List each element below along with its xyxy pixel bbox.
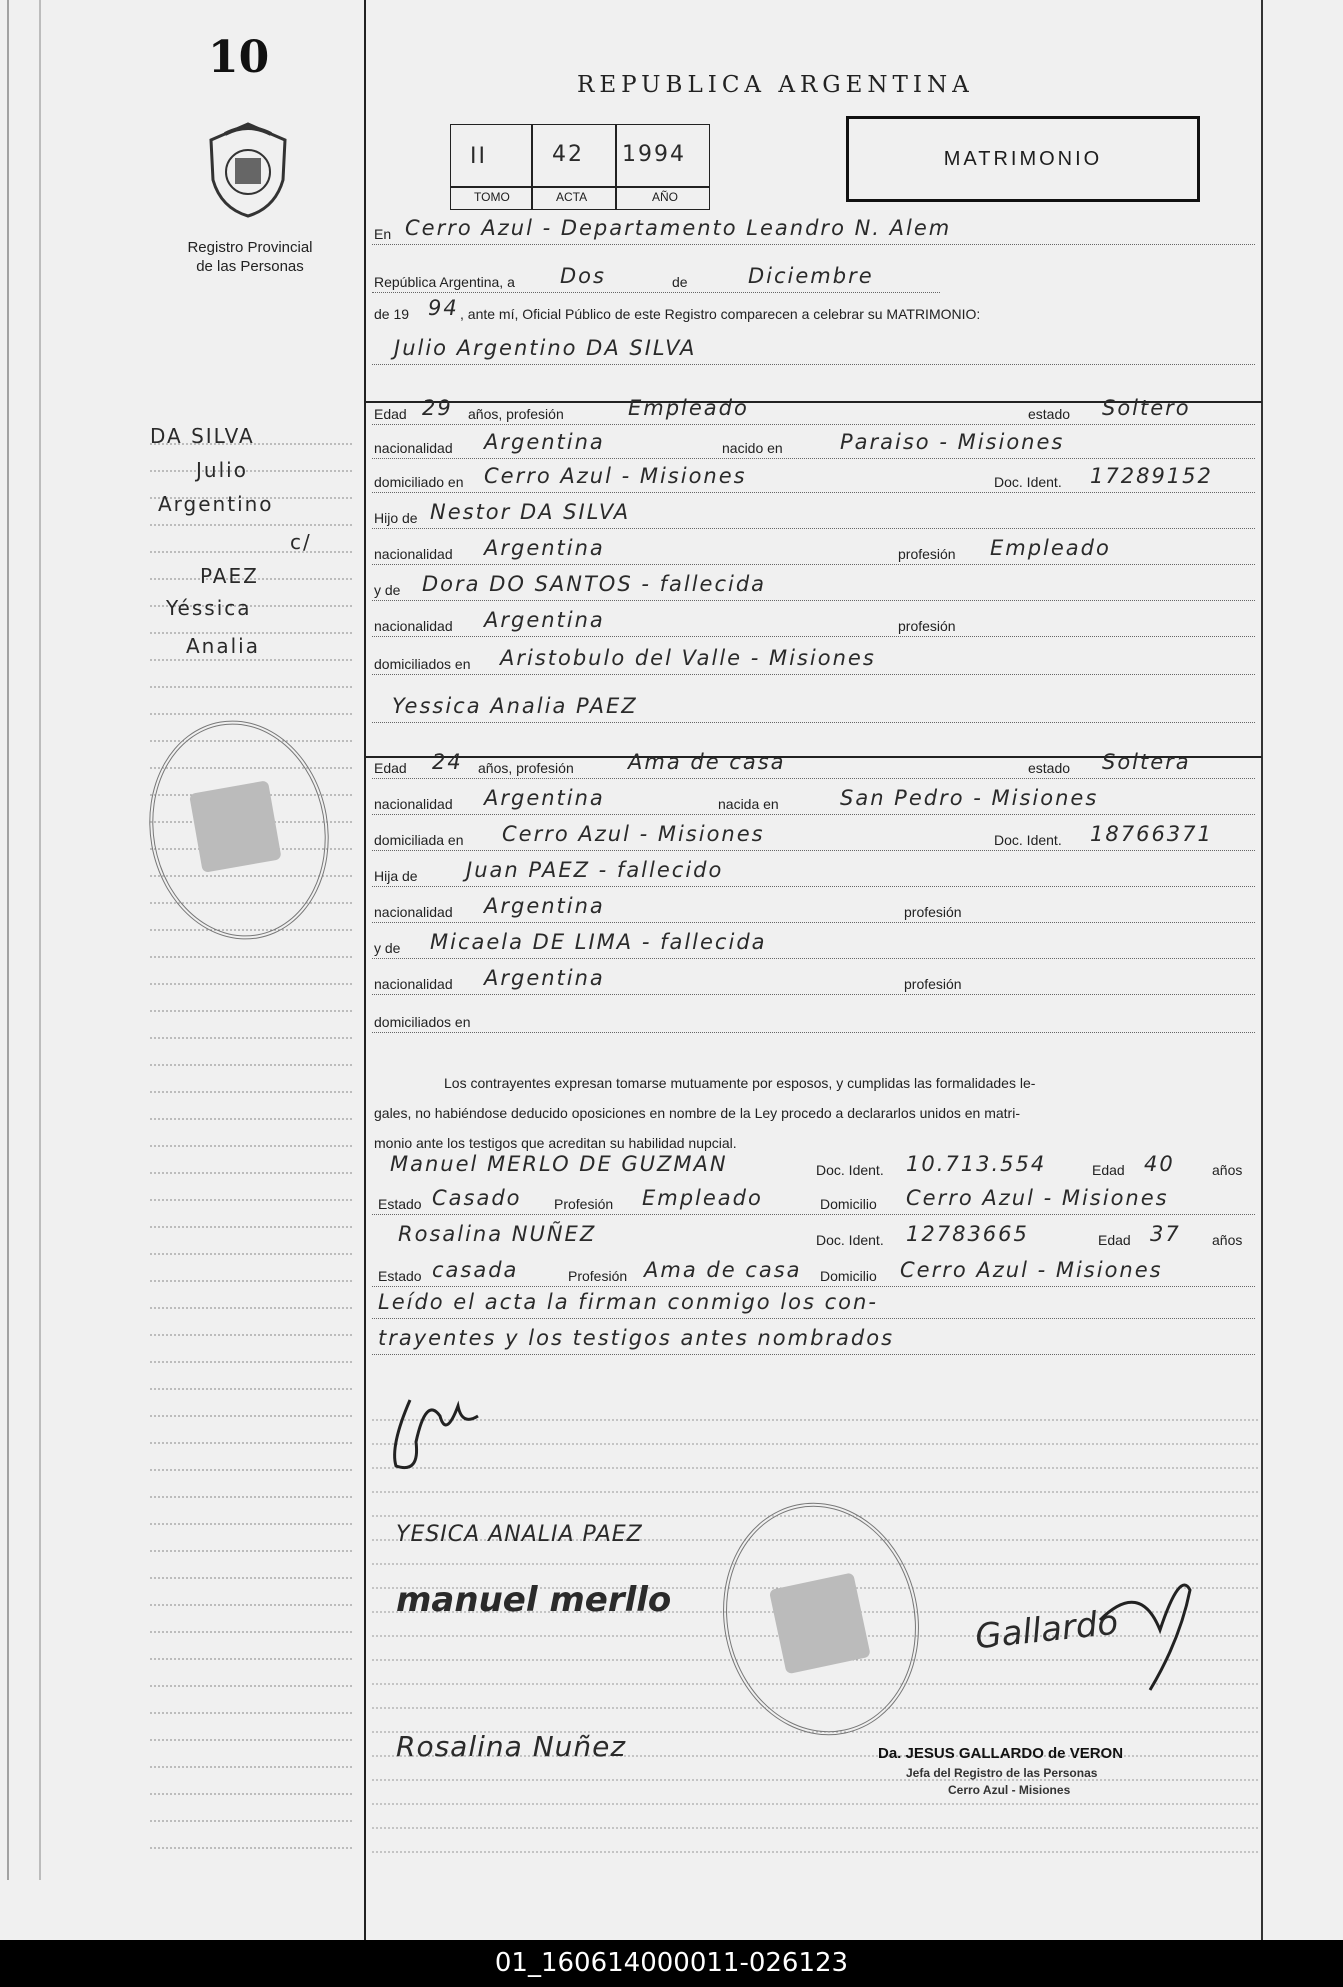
field-value: 94 [428, 296, 459, 320]
writing-line [372, 1286, 1255, 1287]
writing-line [372, 1318, 1255, 1319]
official-place: Cerro Azul - Misiones [948, 1783, 1071, 1797]
declaration [374, 1068, 1254, 1158]
margin-note: PAEZ [200, 564, 259, 588]
writing-line [372, 292, 940, 293]
field-value: Argentina [484, 786, 605, 810]
field-value: trayentes y los testigos antes nombrados [378, 1326, 895, 1350]
field-value: Nestor DA SILVA [430, 500, 631, 524]
declaration-line-2: gales, no habiéndose deducido oposiciones en nombre de la Ley procedo a declararlos unidos en matri- [374, 1105, 1020, 1121]
writing-line [372, 1214, 1255, 1215]
field-value: 18766371 [1090, 822, 1213, 846]
field-label: años [1212, 1162, 1243, 1178]
field-value: Juan PAEZ - fallecido [466, 858, 724, 882]
field-value: Dos [560, 264, 606, 288]
margin-note: Yéssica [166, 596, 252, 620]
act-type-box [846, 116, 1200, 202]
writing-line [372, 492, 1255, 493]
field-label: Estado [378, 1268, 422, 1284]
field-value: 40 [1144, 1152, 1175, 1176]
field-label: Doc. Ident. [994, 474, 1062, 490]
writing-line [372, 244, 1255, 245]
field-value: Ama de casa [628, 750, 786, 774]
field-label: nacionalidad [374, 796, 453, 812]
field-value: Aristobulo del Valle - Misiones [500, 646, 876, 670]
field-value: Soltero [1102, 396, 1191, 420]
writing-line [372, 778, 1255, 779]
field-label: Estado [378, 1196, 422, 1212]
field-label: Edad [1098, 1232, 1131, 1248]
writing-line [372, 958, 1255, 959]
writing-line [372, 424, 1255, 425]
registry-label: Registro Provincial de las Personas [187, 239, 313, 275]
field-value: Argentina [484, 966, 605, 990]
field-label: República Argentina, a [374, 274, 515, 290]
ano-value: 1994 [622, 142, 686, 167]
ano-label: AÑO [652, 190, 679, 204]
field-label: Hijo de [374, 510, 418, 526]
page-number: 10 [208, 32, 270, 83]
field-label: profesión [904, 904, 962, 920]
field-value: Manuel MERLO DE GUZMAN [390, 1152, 728, 1176]
field-label: Profesión [568, 1268, 628, 1284]
field-label: Edad [374, 406, 407, 422]
field-label: profesión [904, 976, 962, 992]
field-value: Cerro Azul - Misiones [900, 1258, 1163, 1282]
margin-note: Analia [186, 634, 260, 658]
field-value: Empleado [628, 396, 749, 420]
field-label: nacionalidad [374, 440, 453, 456]
field-label: de 19 [374, 306, 410, 322]
field-label: nacionalidad [374, 904, 453, 920]
margin-note: Julio [196, 458, 248, 482]
acta-value: 42 [552, 142, 584, 167]
field-value: Leído el acta la firman conmigo los con- [378, 1290, 878, 1314]
bride-signature: YESICA ANALIA PAEZ [396, 1522, 643, 1547]
field-value: Julio Argentino DA SILVA [394, 336, 697, 360]
declaration-line-1: Los contrayentes expresan tomarse mutuamente por esposos, y cumplidas las formalidades le- [444, 1075, 1036, 1091]
field-label: Doc. Ident. [994, 832, 1062, 848]
image-caption: 01_160614000011-026123 [0, 1940, 1343, 1987]
writing-line [372, 886, 1255, 887]
tomo-acta-box [450, 124, 710, 208]
field-label: , ante mí, Oficial Público de este Registro comparecen a celebrar su MATRIMONIO: [460, 306, 981, 322]
field-value: 10.713.554 [906, 1152, 1047, 1176]
official-signature-flourish [1080, 1560, 1210, 1700]
margin-note: Argentino [158, 492, 274, 516]
witness1-signature: manuel merllo [396, 1580, 672, 1620]
witness2-signature: Rosalina Nuñez [396, 1730, 627, 1763]
writing-line [372, 850, 1255, 851]
field-label: Doc. Ident. [816, 1232, 884, 1248]
tomo-label: TOMO [474, 190, 510, 204]
field-label: años [1212, 1232, 1243, 1248]
field-value: Paraiso - Misiones [840, 430, 1065, 454]
official-name: Da. JESUS GALLARDO de VERON [878, 1745, 1124, 1762]
field-value: Cerro Azul - Departamento Leandro N. Alem [405, 216, 952, 240]
writing-line [372, 674, 1255, 675]
field-label: En [374, 226, 392, 242]
field-label: de [672, 274, 688, 290]
field-label: Doc. Ident. [816, 1162, 884, 1178]
field-label: nacionalidad [374, 976, 453, 992]
writing-line [372, 994, 1255, 995]
field-label: Edad [374, 760, 407, 776]
registry-seal-icon [205, 120, 291, 220]
field-label: domiciliados en [374, 656, 471, 672]
field-label: domiciliada en [374, 832, 464, 848]
margin-note: c/ [290, 530, 312, 554]
writing-line [372, 564, 1255, 565]
writing-line [372, 458, 1255, 459]
writing-line [372, 528, 1255, 529]
field-value: Argentina [484, 608, 605, 632]
writing-line [372, 600, 1255, 601]
field-value: casada [432, 1258, 519, 1282]
field-label: años, profesión [468, 406, 564, 422]
field-value: Empleado [990, 536, 1111, 560]
field-value: Empleado [642, 1186, 763, 1210]
field-value: Soltera [1102, 750, 1191, 774]
field-label: estado [1028, 760, 1071, 776]
field-value: Dora DO SANTOS - fallecida [422, 572, 767, 596]
field-label: Edad [1092, 1162, 1125, 1178]
field-label: profesión [898, 546, 956, 562]
field-value: Cerro Azul - Misiones [502, 822, 765, 846]
field-label: Profesión [554, 1196, 614, 1212]
field-value: 37 [1150, 1222, 1181, 1246]
declaration-line-3: monio ante los testigos que acreditan su habilidad nupcial. [374, 1135, 737, 1151]
tomo-value: II [470, 144, 487, 169]
field-label: nacionalidad [374, 546, 453, 562]
margin-note: DA SILVA [150, 424, 255, 448]
field-value: Cerro Azul - Misiones [906, 1186, 1169, 1210]
field-label: estado [1028, 406, 1071, 422]
field-value: 17289152 [1090, 464, 1213, 488]
writing-line [372, 722, 1255, 723]
field-value: Yessica Analia PAEZ [392, 694, 638, 718]
acta-label: ACTA [556, 190, 588, 204]
field-value: Ama de casa [644, 1258, 802, 1282]
writing-line [372, 922, 1255, 923]
field-label: años, profesión [478, 760, 574, 776]
field-label: y de [374, 582, 401, 598]
field-value: Cerro Azul - Misiones [484, 464, 747, 488]
writing-line [372, 636, 1255, 637]
writing-line [372, 1354, 1255, 1355]
field-label: Hija de [374, 868, 418, 884]
writing-line [372, 1032, 1255, 1033]
writing-line [372, 814, 1255, 815]
act-type-label: MATRIMONIO [943, 148, 1103, 170]
field-value: Rosalina NUÑEZ [398, 1222, 597, 1246]
field-value: Diciembre [748, 264, 874, 288]
field-value: 12783665 [906, 1222, 1029, 1246]
field-label: nacida en [718, 796, 779, 812]
field-label: y de [374, 940, 401, 956]
field-value: 29 [422, 396, 453, 420]
field-label: domiciliados en [374, 1014, 471, 1030]
field-value: 24 [432, 750, 463, 774]
field-value: Argentina [484, 430, 605, 454]
field-value: Casado [432, 1186, 522, 1210]
writing-line [372, 364, 1255, 365]
country-title: REPUBLICA ARGENTINA [577, 72, 974, 98]
field-label: nacionalidad [374, 618, 453, 634]
field-label: Domicilio [820, 1196, 877, 1212]
official-title: Jefa del Registro de las Personas [906, 1766, 1098, 1780]
field-value: Argentina [484, 536, 605, 560]
field-label: domiciliado en [374, 474, 464, 490]
field-value: Micaela DE LIMA - fallecida [430, 930, 767, 954]
field-value: Argentina [484, 894, 605, 918]
field-value: San Pedro - Misiones [840, 786, 1099, 810]
field-label: Domicilio [820, 1268, 877, 1284]
groom-signature [380, 1386, 500, 1482]
field-label: nacido en [722, 440, 783, 456]
field-label: profesión [898, 618, 956, 634]
official-signature: Gallardo [973, 1602, 1120, 1658]
